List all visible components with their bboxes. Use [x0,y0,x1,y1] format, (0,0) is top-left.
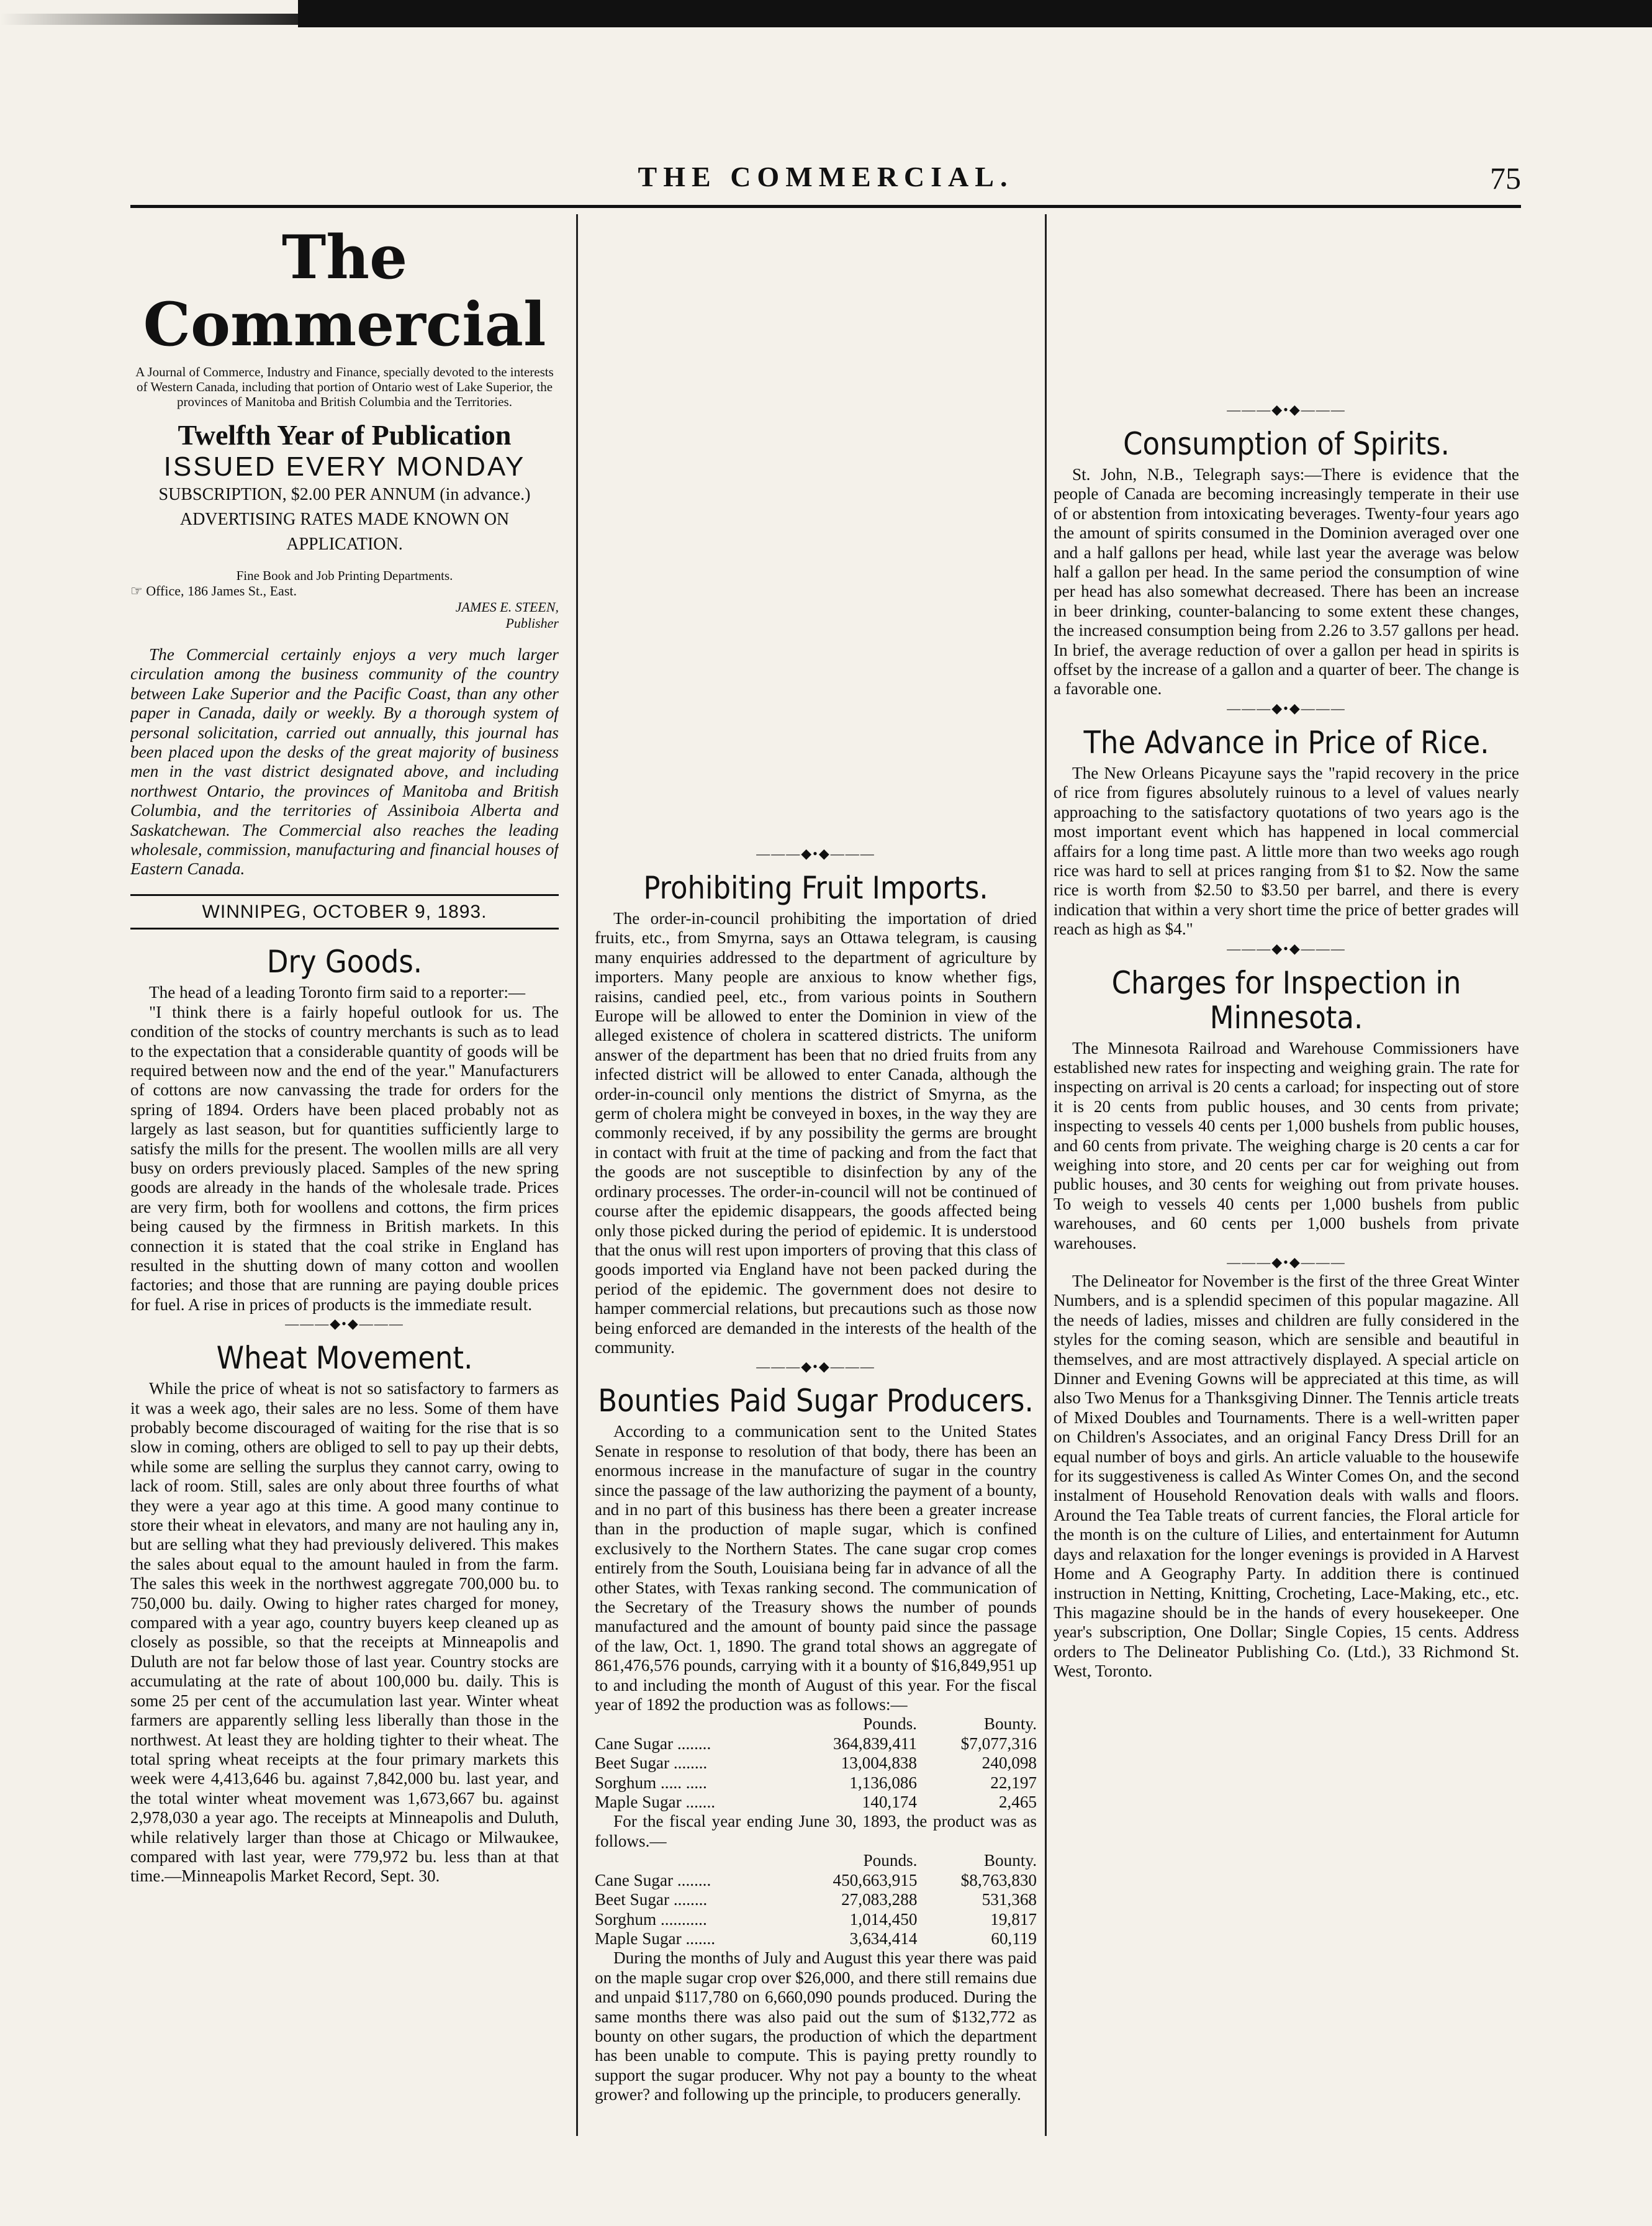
table-cell: 60,119 [991,1929,1037,1948]
article-paragraph: The head of a leading Toronto firm said to a reporter:— [149,983,526,1002]
scan-edge-band [298,0,1652,27]
table-cell: 531,368 [982,1890,1037,1909]
masthead-publisher-title: Publisher [505,615,559,631]
article-paragraph: St. John, N.B., Telegraph says:—There is evidence that the people of Canada are becoming increasingly temperate in their use of or abstention from intoxicating beverages. Twenty-four years ago the amount of spirits consumed in the Dominion averaged over one and a half gallons per head, while last year the average was below half a gallon per head. In the same period the consumption of wine per head has also somewhat decreased. There has been an increase in beer drinking, counter-balancing to some extent these changes, the increased consumption being from 2.26 to 3.57 gallons per head. In brief, the average reduction of over a gallon per head in spirits is offset by the increase of a gallon and a quarter of beer. The change is a favorable one. [1054,465,1519,699]
column-3 [1054,214,1519,2136]
masthead-publisher-name: JAMES E. STEEN, [455,599,559,615]
table-row [595,1929,1037,1948]
table-cell: $7,077,316 [960,1734,1037,1753]
table-row [595,1753,1037,1773]
masthead-advertising: ADVERTISING RATES MADE KNOWN ON APPLICATION. [179,510,510,554]
page-number: 75 [1490,161,1521,196]
article-title-dry-goods: Dry Goods. [266,944,423,980]
table-cell: $8,763,830 [960,1870,1037,1889]
masthead-office: ☞ Office, 186 James St., East. [130,583,297,599]
dateline: WINNIPEG, OCTOBER 9, 1893. [130,894,559,930]
table-cell: 13,004,838 [841,1753,917,1773]
table-row [595,1793,1037,1812]
table-cell: 22,197 [990,1773,1037,1792]
table-row [595,1734,1037,1753]
table-header-cell: Pounds. [863,1714,917,1734]
table-row [595,1890,1037,1909]
table-cell: 1,014,450 [849,1909,918,1929]
article-title-spirits: Consumption of Spirits. [1123,426,1450,462]
sugar-table-1893 [595,1851,1037,1948]
sugar-table-1892 [595,1714,1037,1812]
article-paragraph: The Minnesota Railroad and Warehouse Commissioners have established new rates for inspecting and weighing grain. The rate for inspecting on arrival is 20 cents a carload; for inspecting out of store it is 20 cents from public houses, and 30 cents from private; inspecting to vessels 40 cents per 1,000 bushels from public houses, and 60 cents from private. The weighing charge is 20 cents a car for weighing into store, and 20 cents per car for weighing out from public houses, and 30 cents for weighing out from private houses. To weigh to vessels 40 cents per 1,000 bushels from public warehouses, and 60 cents per 1,000 bushels from private warehouses. [1054,1038,1519,1252]
masthead-year: Twelfth Year of Publication [178,419,512,451]
table-cell: Sorghum ..... ..... [595,1773,707,1792]
table-row [595,1773,1037,1793]
article-title-rice: The Advance in Price of Rice. [1083,724,1489,761]
article-paragraph: During the months of July and August this year there was paid on the maple sugar crop over $26,000, and there still remains due and unpaid $117,780 on 6,660,090 pounds produced. During the same months there was also paid out the sum of $132,772 as bounty on other sugars, the production of which the department has been unable to compute. This is paying pretty roundly to support the sugar producer. Why not pay a bounty to the wheat grower? and following up the principle, to producers generally. [595,1948,1037,2104]
article-title-bounties: Bounties Paid Sugar Producers. [598,1383,1034,1419]
masthead-title: The Commercial [143,222,546,360]
column-2 [595,214,1037,2136]
running-title: THE COMMERCIAL. [638,161,1014,192]
column-3-continued-text-space [1054,214,1519,400]
scan-edge-bar [0,0,1652,30]
table-cell: 3,634,414 [849,1929,918,1948]
table-header-cell [595,1714,785,1734]
article-paragraph: The order-in-council prohibiting the importation of dried fruits, etc., from Smyrna, says an Ottawa telegram, is causing many enquiries addressed to the department of agriculture by importers. Many people are anxious to know whether figs, raisins, candied peel, etc., from various points in Southern Europe will be allowed to enter the Dominion in view of the alleged existence of cholera in scattered districts. The uniform answer of the department has been that no dried fruits from any infected district will be allowed to enter Canada, although the order-in-council only mentions the district of Smyrna, as the germ of cholera might be conveyed in boxes, in the way they are commonly received, if by any possibility the germs are brought in contact with fruit at the time of packing and from the fact that the goods are not susceptible to disinfection by any of the ordinary processes. The order-in-council will not be continued of course after the epidemic disappears, the goods affected being only those picked during the period of epidemic. It is understood that the onus will rest upon importers of proving that this class of goods imported via England have not been packed during the period of the epidemic. The government does not desire to hamper commercial relations, but precautions such as those now being enforced are demanded in the interests of the health of the community. [595,909,1037,1357]
table-cell: Beet Sugar ........ [595,1890,708,1909]
table-cell: 140,174 [862,1793,917,1812]
column-rule-1 [576,214,578,2136]
column-rule-2 [1045,214,1047,2136]
page-header [130,160,1521,197]
table-header-row [595,1714,1037,1734]
masthead-issued: ISSUED EVERY MONDAY [163,451,526,482]
article-paragraph: According to a communication sent to the United States Senate in response to resolution of that body, there has been an enormous increase in the manufacture of sugar in the country since the passage of the law authorizing the payment of a bounty, and in no part of this business has there been a greater increase than in the production of maple sugar, which is confined exclusively to the Northern States. The cane sugar crop comes entirely from the South, Louisiana being far in advance of all the other States, with Texas ranking second. The communication of the Secretary of the Treasury shows the number of pounds manufactured and the amount of bounty paid since the passage of the law, Oct. 1, 1890. The grand total shows an aggregate of 861,476,576 pounds, carrying with it a bounty of $16,849,951 up to and including the month of August of this year. For the fiscal year of 1892 the production was as follows:— [595,1422,1037,1714]
section-ornament: ———◆•◆——— [285,1316,404,1332]
masthead-subscription: SUBSCRIPTION, $2.00 PER ANNUM (in advance.) [158,485,531,504]
article-title-inspection: Charges for Inspection in Minnesota. [1111,964,1461,1036]
column-2-continued-text-space [595,214,1037,844]
section-ornament: ———◆•◆——— [1227,940,1346,956]
table-row [595,1871,1037,1890]
table-cell: Maple Sugar ....... [595,1929,716,1948]
masthead-printing: Fine Book and Job Printing Departments. [236,568,453,583]
article-paragraph: The New Orleans Picayune says the "rapid recovery in the price of rice from figures absolutely ruinous to a level of values nearly approaching to the satisfactory quotations of two years ago is the most important event which has happened in local commercial affairs for a long time past. A little more than two weeks ago rough rice was hard to sell at prices ranging from $1 to $2. Now the same rice is worth from $2.50 to $3.50 per barrel, and there is every indication that within a very short time the price of better grades will reach as high as $4." [1054,763,1519,939]
header-rule [130,205,1521,208]
table-cell: 2,465 [998,1793,1037,1812]
table-cell: Sorghum ........... [595,1909,707,1929]
table-header-cell: Bounty. [983,1714,1037,1734]
article-paragraph: "I think there is a fairly hopeful outlook for us. The condition of the stocks of country merchants is such as to lead to the expectation that a considerable quantity of goods will be required between now and the end of the year." Manufacturers of cottons are now canvassing the trade for orders for the spring of 1894. Orders have been placed probably not as largely as last season, but for quantities sufficiently large to satisfy the mills for the present. The woollen mills are all very busy on orders previously placed. Samples of the new spring goods are already in the hands of the wholesale trade. Prices are very firm, both for woollens and cottons, the firm prices being caused by the firmness in British markets. In this connection it is stated that the coal strike in England has resulted in the shutting down of many cotton and woollen factories; and those that are running are paying double prices for fuel. A rise in prices of products is the immediate result. [130,1002,559,1314]
article-paragraph: For the fiscal year ending June 30, 1893, the product was as follows.— [595,1812,1037,1850]
table-cell: Cane Sugar ........ [595,1870,711,1889]
scan-edge-wedge [0,14,323,25]
column-1 [130,214,559,2136]
table-header-cell: Pounds. [863,1851,918,1870]
table-cell: 1,136,086 [849,1773,917,1792]
section-ornament: ———◆•◆——— [1227,1254,1346,1270]
table-cell: 27,083,288 [841,1890,918,1909]
table-header-cell [595,1851,784,1870]
section-ornament: ———◆•◆——— [756,846,875,861]
table-cell: Cane Sugar ........ [595,1734,711,1753]
section-ornament: ———◆•◆——— [1227,402,1346,417]
table-cell: 364,839,411 [833,1734,917,1753]
table-cell: Beet Sugar ........ [595,1753,708,1773]
table-header-row [595,1851,1037,1870]
table-cell: Maple Sugar ....... [595,1793,716,1812]
article-paragraph: While the price of wheat is not so satisfactory to farmers as it was a week ago, their sales are no less. Some of them have probably become discouraged of waiting for the rise that is so slow in coming, others are obliged to sell to pay up their debts, while some are selling the surplus they cannot carry, owing to lack of room. Still, sales are only about three fourths of what they were a year ago at this time. A good many continue to store their wheat in elevators, and many are not hauling any in, but are selling what they had previously delivered. This makes the sales about equal to the amount hauled in from the farm. The sales this week in the northwest aggregate 700,000 bu. to 750,000 bu. daily. Owing to higher rates charged for money, compared with a year ago, country buyers keep cleaned up as closely as possible, so that the receipts at Minneapolis and Duluth are not far below those of last year. Country stocks are accumulating at the rate of about 100,000 bu. daily. This is some 25 per cent of the accumulation last year. Winter wheat farmers are apparently selling less liberally than those in the northwest. At least they are holding tighter to their wheat. The total spring wheat receipts at the four primary markets this week were 4,413,646 bu. against 7,842,000 bu. last year, and the total winter wheat movement was 1,673,667 bu. against 2,978,030 a year ago. The receipts at Minneapolis and Duluth, while relatively larger than those at Chicago or Milwaukee, compared with last year, were 779,972 bu. less than at that time.—Minneapolis Market Record, Sept. 30. [130,1379,559,1886]
masthead-tagline: A Journal of Commerce, Industry and Finance, specially devoted to the interests of Western Canada, including that portion of Ontario west of Lake Superior, the provinces of Manitoba and British Columbia and the Territories. [135,364,554,409]
article-paragraph: The Delineator for November is the first of the three Great Winter Numbers, and is a splendid specimen of this popular magazine. All the needs of ladies, misses and children are fully considered in the styles for the coming season, which are sensible and beautiful in themselves, and are most attractively displayed. A special article on Dinner and Evening Gowns will be appreciated at this time, as will also Two Menus for a Thanksgiving Dinner. The Tennis article treats of Mixed Doubles and Tournaments. There is a well-written paper on Children's Associates, and an original Fancy Dress Drill for an equal number of boys and girls. An article valuable to the housewife for its suggestiveness is called As Winter Comes On, and the second instalment of Household Renovation deals with walls and floors. Around the Tea Table treats of current fancies, the Floral article for the month is on the culture of Lilies, and entertainment for Autumn days and relaxation for the longer evenings is provided in A Harvest Home and A Geography Party. In addition there is continued instruction in Netting, Knitting, Crocheting, Lace-Making, etc., etc. This magazine should be in the hands of every housekeeper. One year's subscription, One Dollar; Single Copies, 15 cents. Address orders to The Delineator Publishing Co. (Ltd.), 33 Richmond St. West, Toronto. [1054,1272,1519,1681]
table-row [595,1910,1037,1929]
section-ornament: ———◆•◆——— [1227,700,1346,716]
table-cell: 450,663,915 [833,1870,918,1889]
article-title-wheat: Wheat Movement. [216,1340,473,1377]
table-header-cell: Bounty. [983,1851,1037,1870]
article-title-fruit: Prohibiting Fruit Imports. [643,870,988,906]
table-cell: 240,098 [982,1753,1037,1773]
table-cell: 19,817 [990,1909,1037,1929]
section-ornament: ———◆•◆——— [756,1359,875,1375]
masthead-circulation: The Commercial certainly enjoys a very much larger circulation among the business community of the country between Lake Superior and the Pacific Coast, than any other paper in Canada, daily or weekly. By a thorough system of personal solicitation, carried out annually, this journal has been placed upon the desks of the great majority of business men in the vast district designated above, and including northwest Ontario, the provinces of Manitoba and British Columbia, and the territories of Assiniboia Alberta and Saskatchewan. The Commercial also reaches the leading wholesale, commission, manufacturing and financial houses of Eastern Canada. [130,645,559,879]
